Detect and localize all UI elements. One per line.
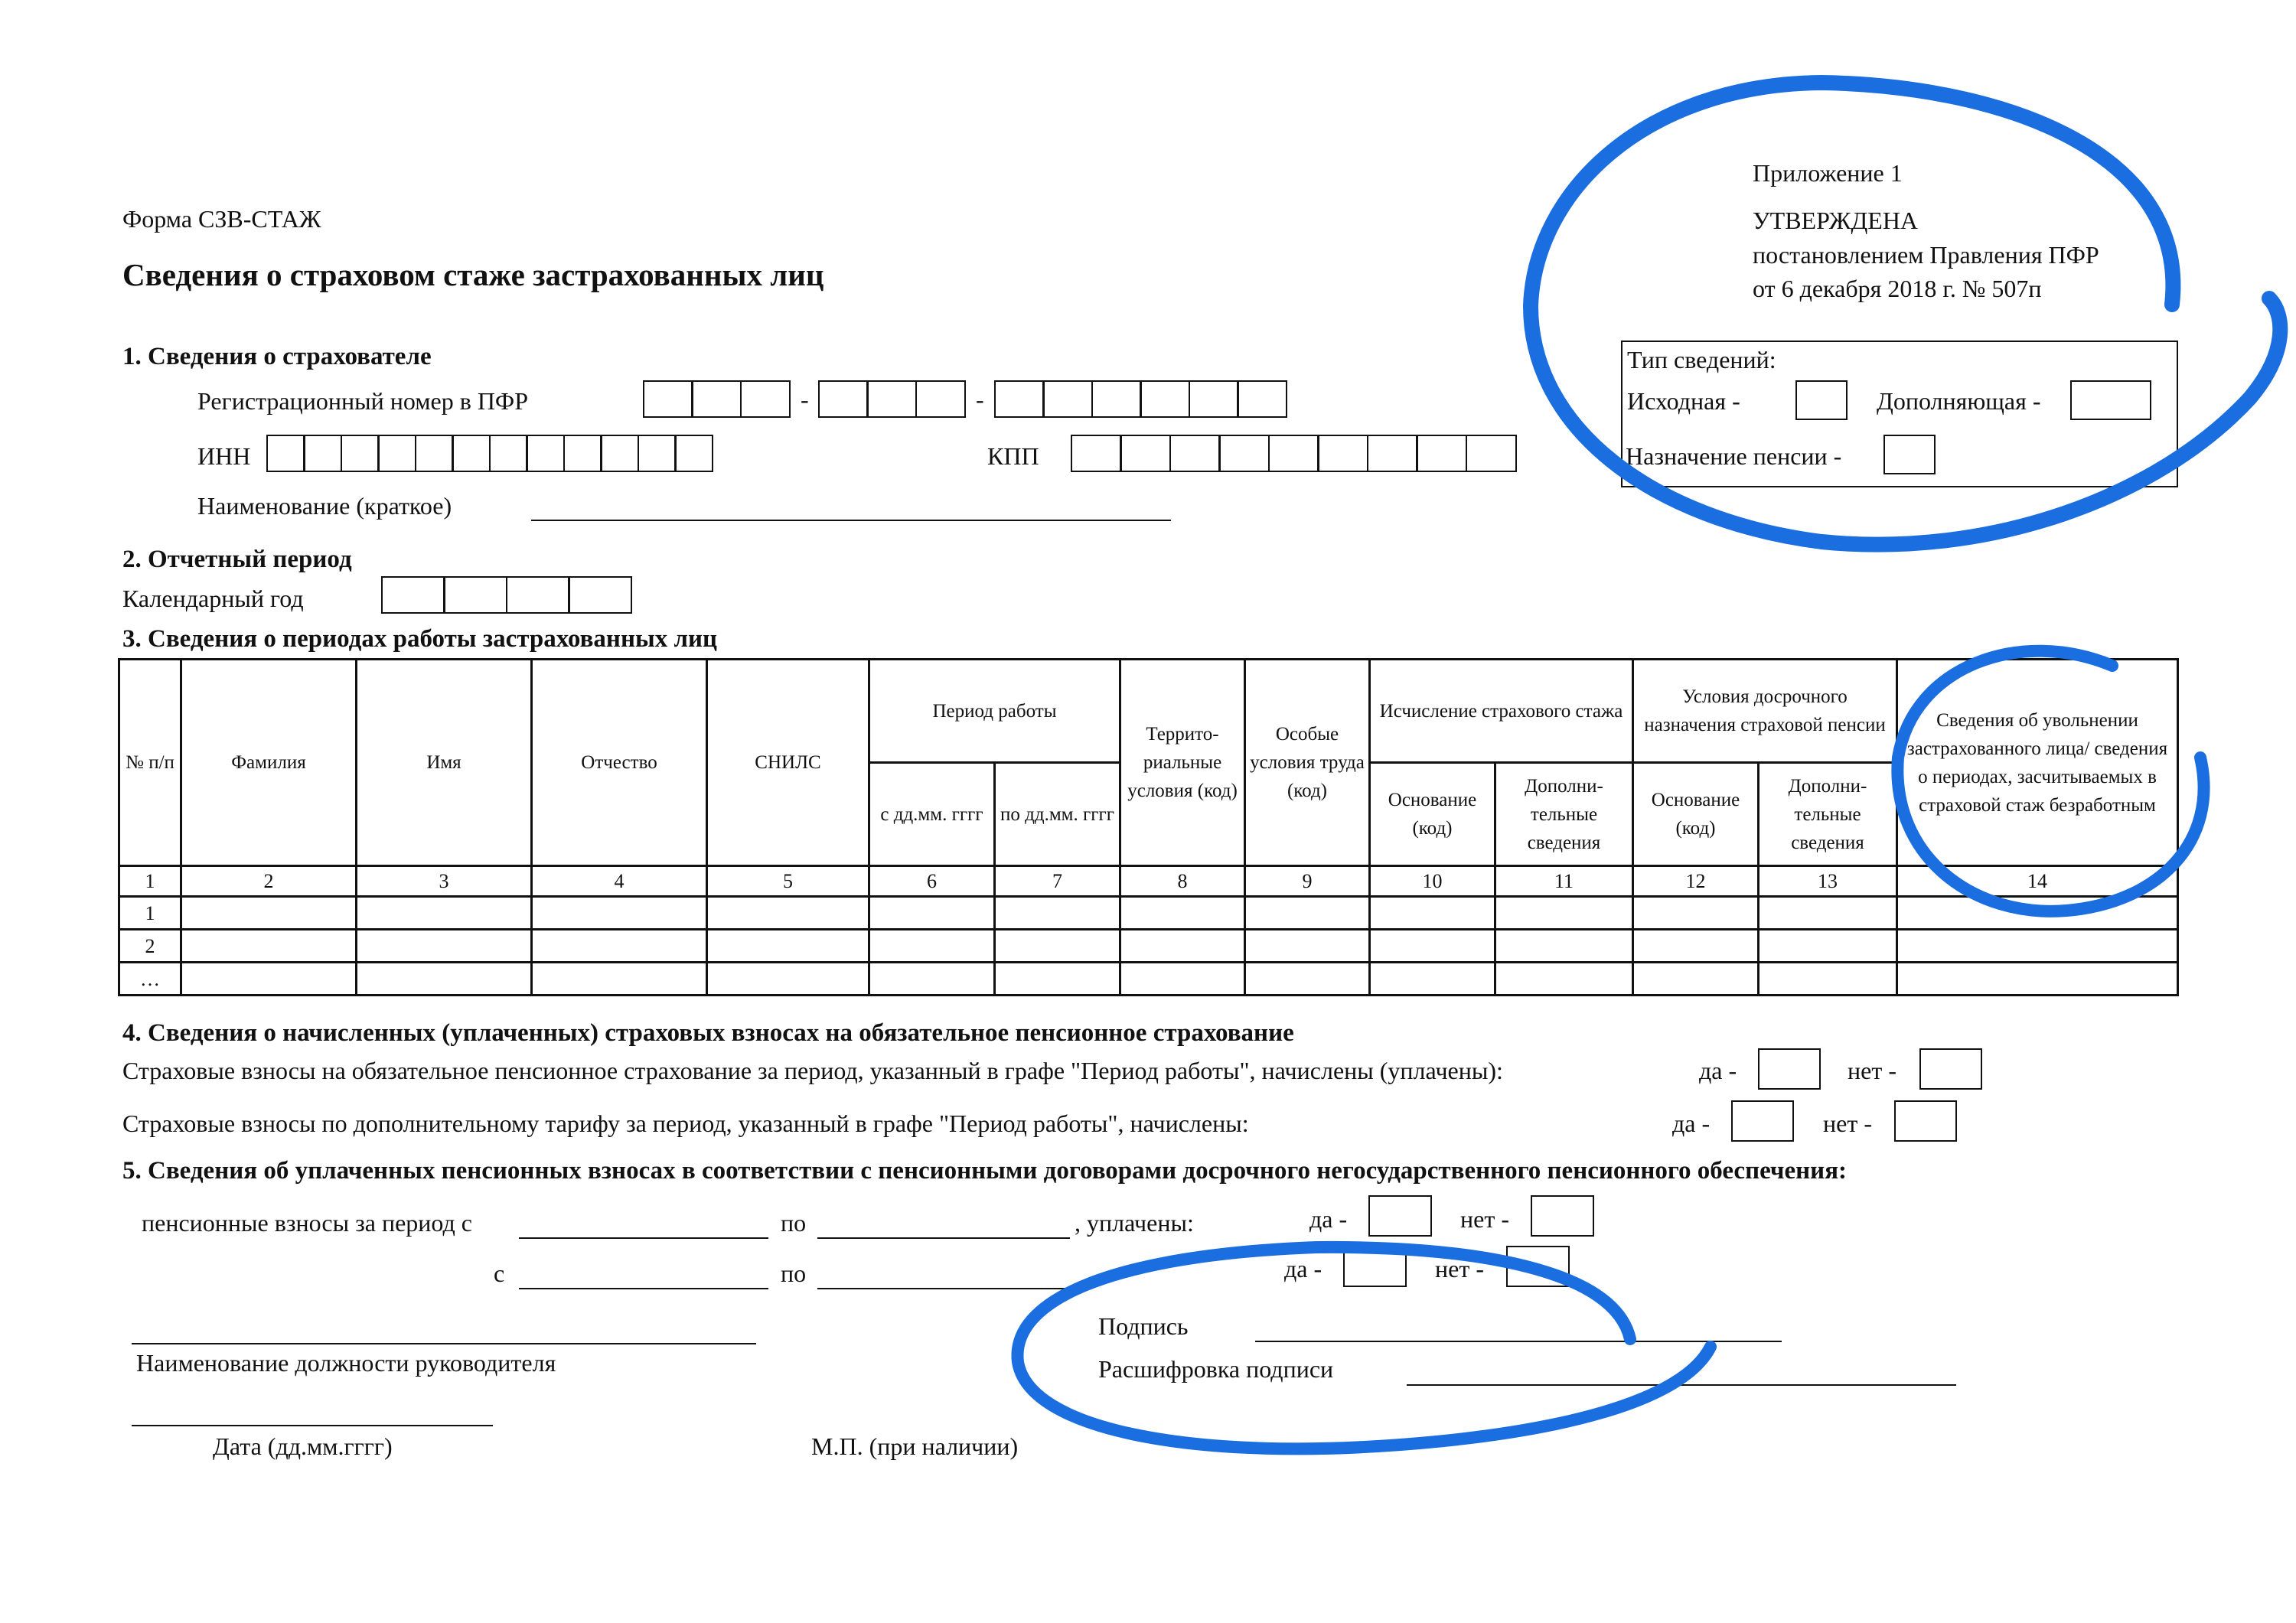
- header-patronymic: Отчество: [532, 660, 707, 866]
- column-number: 4: [532, 866, 707, 897]
- s5-l1-yes-label: да -: [1309, 1205, 1348, 1233]
- form-name: Форма СЗВ-СТАЖ: [122, 205, 321, 233]
- section4-line1: Страховые взносы на обязательное пенсионное страхование за период, указанный в графе "Период работы", начислены (уплачены):: [122, 1057, 1503, 1084]
- section4-line2: Страховые взносы по дополнительному тарифу за период, указанный в графе "Период работы", начислены:: [122, 1110, 1249, 1137]
- appendix-label: Приложение 1: [1753, 159, 1903, 187]
- s5-to-label-1: по: [781, 1209, 807, 1237]
- date-label: Дата (дд.мм.гггг): [213, 1432, 393, 1460]
- original-label: Исходная -: [1627, 387, 1740, 415]
- header-to: по дд.мм. гггг: [995, 763, 1120, 866]
- name-label: Наименование (краткое): [197, 492, 452, 520]
- s5-l2-yes-label: да -: [1284, 1255, 1322, 1282]
- column-number: 8: [1120, 866, 1245, 897]
- column-number: 12: [1633, 866, 1759, 897]
- header-period: Период работы: [869, 660, 1120, 763]
- column-number: 9: [1245, 866, 1370, 897]
- column-number: 2: [181, 866, 357, 897]
- column-number: 5: [707, 866, 869, 897]
- reg-separator-1: -: [801, 386, 809, 413]
- inn-label: ИНН: [197, 442, 251, 470]
- signature-decode-label: Расшифровка подписи: [1098, 1355, 1334, 1383]
- annotation-circle-signature: [1017, 1247, 1711, 1449]
- column-number: 10: [1370, 866, 1495, 897]
- header-no: № п/п: [119, 660, 181, 866]
- row-number: 1: [119, 897, 181, 930]
- section1-title: 1. Сведения о страхователе: [122, 343, 432, 370]
- header-calc: Исчисление страхового стажа: [1370, 660, 1633, 763]
- s4-l1-no-label: нет -: [1848, 1057, 1896, 1084]
- pension-label: Назначение пенсии -: [1626, 442, 1842, 470]
- s4-l2-no-label: нет -: [1823, 1110, 1872, 1137]
- header-special: Особые условия труда (код): [1245, 660, 1370, 866]
- header-calc-basis: Основание (код): [1370, 763, 1495, 866]
- header-early-basis: Основание (код): [1633, 763, 1759, 866]
- s5-paid-label: , уплачены:: [1075, 1209, 1194, 1237]
- s5-to-label-2: по: [781, 1260, 807, 1287]
- column-number: 11: [1495, 866, 1633, 897]
- header-calc-extra: Дополни- тельные сведения: [1495, 763, 1633, 866]
- section3-title: 3. Сведения о периодах работы застрахованных лиц: [122, 625, 718, 653]
- s5-from-label-2: с: [494, 1260, 505, 1287]
- supplement-label: Дополняющая -: [1877, 387, 2041, 415]
- s4-l2-yes-label: да -: [1672, 1110, 1711, 1137]
- reg-number-label: Регистрационный номер в ПФР: [197, 387, 528, 415]
- stamp-label: М.П. (при наличии): [811, 1432, 1019, 1460]
- row-number: 2: [119, 930, 181, 963]
- section2-title: 2. Отчетный период: [122, 546, 352, 573]
- column-number: 3: [357, 866, 532, 897]
- s5-l2-no-label: нет -: [1435, 1255, 1484, 1282]
- column-number: 7: [995, 866, 1120, 897]
- header-early: Условия досрочного назначения страховой пенсии: [1633, 660, 1897, 763]
- column-number: 1: [119, 866, 181, 897]
- section5-title: 5. Сведения об уплаченных пенсионных взносах в соответствии с пенсионными договорами досрочного негосударственного пенсионного обеспечения:: [122, 1157, 1848, 1185]
- year-label: Календарный год: [122, 585, 304, 612]
- column-number: 6: [869, 866, 995, 897]
- column-number: 13: [1759, 866, 1897, 897]
- header-early-extra: Дополни- тельные сведения: [1759, 763, 1897, 866]
- section4-title: 4. Сведения о начисленных (уплаченных) страховых взносах на обязательное пенсионное страхование: [122, 1019, 1294, 1047]
- approved-by: постановлением Правления ПФР: [1753, 241, 2099, 269]
- header-name: Имя: [357, 660, 532, 866]
- header-snils: СНИЛС: [707, 660, 869, 866]
- s4-l1-yes-label: да -: [1699, 1057, 1737, 1084]
- annotation-circle-approval: [1531, 83, 2280, 545]
- approved-label: УТВЕРЖДЕНА: [1753, 207, 1919, 234]
- signature-label: Подпись: [1098, 1312, 1189, 1340]
- header-dismissal: Сведения об увольнении застрахованного лица/ сведения о периодах, засчитываемых в страховой стаж безработным: [1897, 660, 2178, 866]
- s5-period-prefix: пенсионные взносы за период с: [142, 1209, 472, 1237]
- position-label: Наименование должности руководителя: [136, 1349, 556, 1377]
- approved-date: от 6 декабря 2018 г. № 507п: [1753, 275, 2042, 302]
- annotation-circle-dismissal: [1897, 651, 2203, 911]
- row-number: …: [119, 963, 181, 996]
- reg-separator-2: -: [976, 386, 984, 413]
- page-title: Сведения о страховом стаже застрахованных лиц: [122, 257, 824, 292]
- header-territorial: Террито- риальные условия (код): [1120, 660, 1245, 866]
- header-from: с дд.мм. гггг: [869, 763, 995, 866]
- kpp-label: КПП: [987, 442, 1039, 470]
- column-number: 14: [1897, 866, 2178, 897]
- info-type-label: Тип сведений:: [1627, 346, 1776, 373]
- s5-l1-no-label: нет -: [1460, 1205, 1509, 1233]
- header-surname: Фамилия: [181, 660, 357, 866]
